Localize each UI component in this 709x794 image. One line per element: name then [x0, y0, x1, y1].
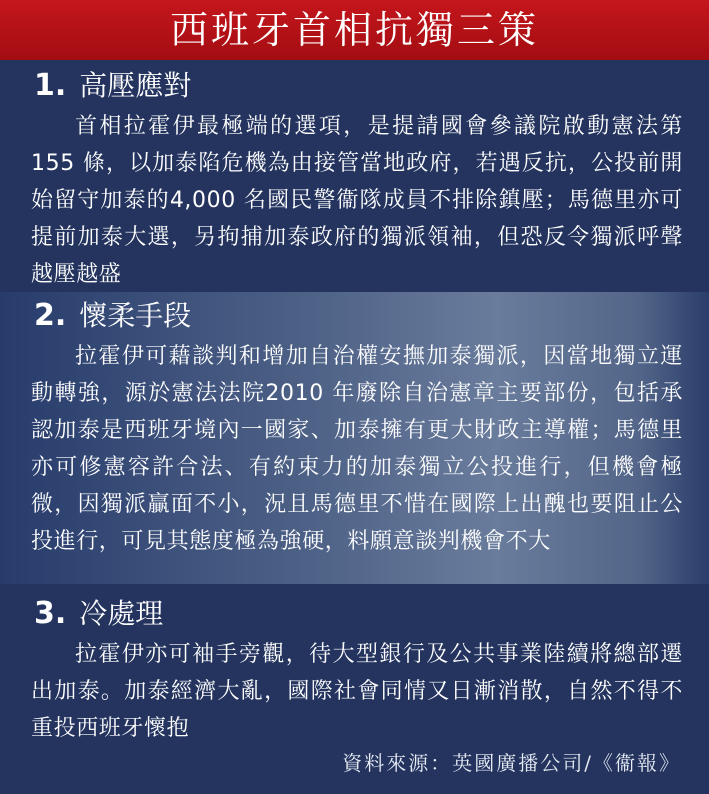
section-cold-treatment: [0, 590, 709, 740]
page-title: 西班牙首相抗獨三策: [0, 0, 709, 60]
section-high-pressure: [0, 62, 709, 288]
section-conciliatory: [0, 292, 709, 584]
section-number: 1.: [34, 68, 67, 103]
source-credit: 資料來源：英國廣播公司/《衞報》: [342, 751, 681, 775]
section-heading: [34, 596, 163, 632]
section-body: 首相拉霍伊最極端的選項，是提請國會參議院啟動憲法第 155 條，以加泰陷危機為由接管當地政府，若遇反抗，公投前開始留守加泰的4,000 名國民警衞隊成員不排除鎮壓；馬德里亦可提前加泰大選，另拘捕加泰政府的獨派領袖，但恐反令獨派呼聲越壓越盛: [31, 114, 683, 287]
section-body: 拉霍伊亦可袖手旁觀，待大型銀行及公共事業陸續將總部遷出加泰。加泰經濟大亂，國際社會同情又日漸消散，自然不得不重投西班牙懷抱: [31, 642, 683, 741]
section-heading-label: 懷柔手段: [79, 299, 192, 332]
section-number: 2.: [34, 298, 67, 333]
section-body: 拉霍伊可藉談判和增加自治權安撫加泰獨派，因當地獨立運動轉強，源於憲法法院2010 年廢除自治憲章主要部份，包括承認加泰是西班牙境內一國家、加泰擁有更大財政主導權；馬德里亦可修憲容許合法、有約束力的加泰獨立公投進行，但機會極微，因獨派贏面不小，況且馬德里不惜在國際上出醜也要阻止公投進行，可見其態度極為強硬，料願意談判機會不大: [31, 344, 683, 554]
section-heading: [34, 68, 191, 104]
section-heading-label: 冷處理: [79, 597, 164, 630]
section-heading: [34, 298, 191, 334]
section-number: 3.: [34, 596, 67, 631]
section-heading-label: 高壓應對: [79, 69, 192, 102]
